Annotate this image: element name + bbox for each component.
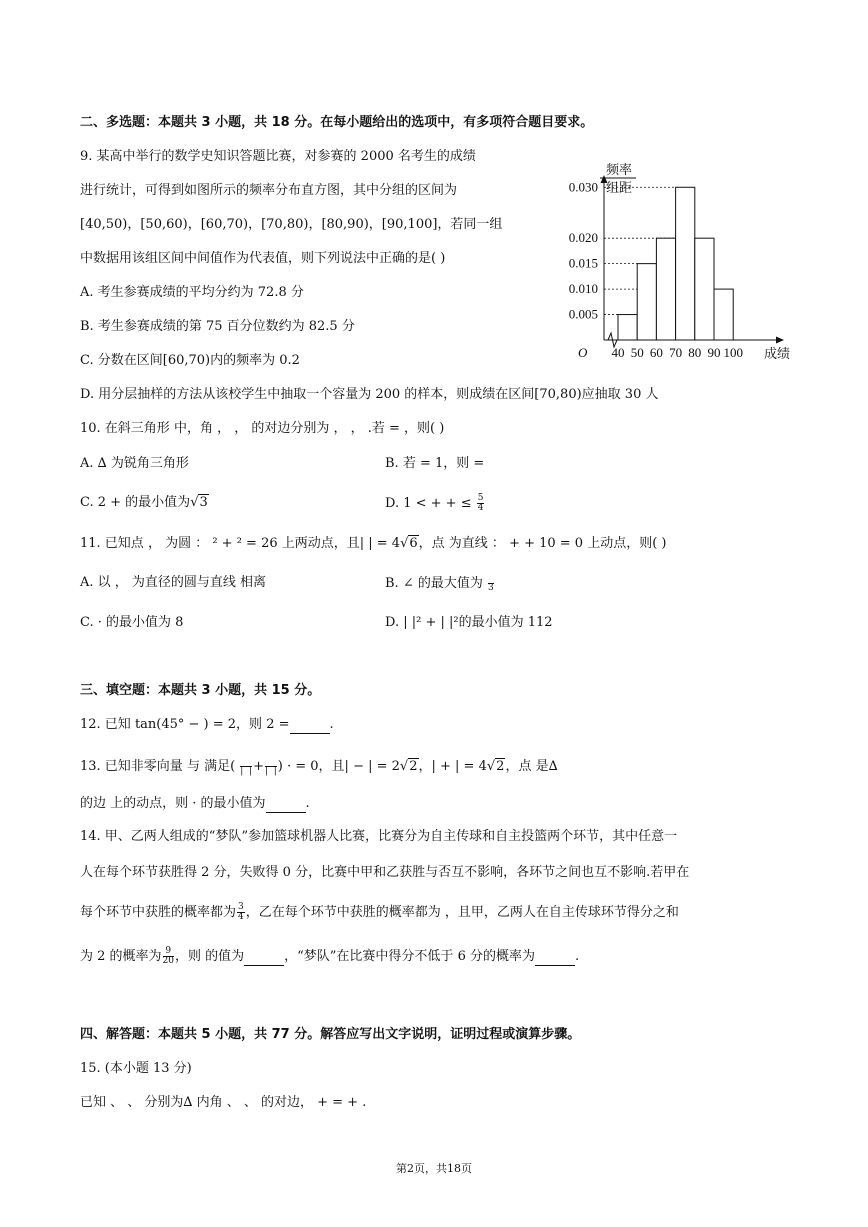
q15-text: 已知 、 、 分别为∆ 内角 、 、 的对边， + = + . bbox=[80, 1095, 367, 1110]
q10-option-c-text: C. 2 + 的最小值为 bbox=[80, 495, 191, 510]
x-tick-label: 40 bbox=[611, 345, 625, 360]
q12-stem: 12. 已知 tan(45° − ) = 2，则 2 = bbox=[80, 717, 290, 732]
q11-radicand: 6 bbox=[409, 536, 418, 551]
q14-fraction-9-20: $\frac{9}{20}$ bbox=[162, 946, 174, 966]
q9-option-b: B. 考生参赛成绩的第 75 百分位数约为 82.5 分 bbox=[80, 319, 355, 334]
q10-option-c-radicand: 3 bbox=[199, 495, 208, 510]
q11-option-b bbox=[385, 574, 495, 593]
y-tick-label: 0.015 bbox=[568, 255, 598, 271]
q10-option-a: A. ∆ 为锐角三角形 bbox=[80, 456, 189, 471]
q9-line-3: [40,50)，[50,60)，[60,70)，[70,80)，[80,90)，[90,100]，若同一组 bbox=[80, 217, 503, 232]
q11-stem-tail: ，点 为直线 ： + + 10 = 0 上动点，则( ) bbox=[418, 536, 667, 551]
q9-option-c: C. 分数在区间[60,70)内的频率为 0.2 bbox=[80, 353, 300, 368]
x-tick-label: 80 bbox=[688, 345, 702, 360]
q11-option-c: C. · 的最小值为 8 bbox=[80, 615, 184, 630]
x-axis-label: 成绩 bbox=[764, 346, 791, 361]
y-axis-label-numerator: 频率 bbox=[606, 162, 633, 177]
q14-line-1: 14. 甲、乙两人组成的“梦队”参加篮球机器人比赛，比赛分为自主传球和自主投篮两个环节，其中任意一 bbox=[80, 829, 678, 844]
q10-option-b: B. 若 = 1，则 = bbox=[385, 456, 485, 471]
histogram-bar-[90,100] bbox=[714, 289, 733, 340]
q12-answer-blank[interactable] bbox=[290, 719, 330, 734]
q15-title: 15. (本小题 13 分) bbox=[80, 1061, 192, 1076]
q14-line-2: 人在每个环节获胜得 2 分，失败得 0 分，比赛中甲和乙获胜与否互不影响，各环节之间也互不影响.若甲在 bbox=[80, 865, 690, 880]
x-axis-arrow bbox=[776, 337, 784, 344]
histogram-bar-[70,80) bbox=[676, 187, 695, 340]
q10-option-d-fraction: $\frac{5}{4}$ bbox=[477, 493, 484, 513]
histogram-bar-[80,90) bbox=[695, 238, 714, 340]
q13-fraction-1: | | bbox=[240, 757, 252, 776]
q11-stem: 11. 已知点 ， 为圆 ： ² + ² = 26 上两动点，且| | = 4√6，点 为直线 ： + + 10 = 0 上动点，则( ) bbox=[80, 536, 667, 551]
q13-fraction-2: | | bbox=[265, 757, 277, 776]
q11-option-d: D. | |² + | |²的最小值为 112 bbox=[385, 615, 553, 630]
q11-option-b-text: B. ∠ 的最大值为 bbox=[385, 576, 483, 591]
x-tick-label: 100 bbox=[723, 345, 743, 360]
y-tick-label: 0.030 bbox=[568, 179, 598, 195]
q9-line-2: 进行统计，可得到如图所示的频率分布直方图，其中分组的区间为 bbox=[80, 183, 458, 198]
histogram-bar-[50,60) bbox=[637, 264, 656, 340]
q14-answer-blank-2[interactable] bbox=[535, 951, 575, 966]
q11-option-a: A. 以 ， 为直径的圆与直线 相离 bbox=[80, 575, 267, 590]
q9-option-d: D. 用分层抽样的方法从该校学生中抽取一个容量为 200 的样本，则成绩在区间[70,80)应抽取 30 人 bbox=[80, 387, 659, 402]
q10-stem: 10. 在斜三角形 中，角 ， ， 的对边分别为 ， ， .若 = ，则( ) bbox=[80, 421, 445, 436]
page-footer: 第2页，共18页 bbox=[396, 1162, 472, 1175]
origin-label: O bbox=[578, 345, 588, 360]
q9-option-a: A. 考生参赛成绩的平均分约为 72.8 分 bbox=[80, 285, 304, 300]
q9-line-4: 中数据用该组区间中间值作为代表值，则下列说法中正确的是( ) bbox=[80, 251, 446, 266]
q11-option-b-fraction: 3 bbox=[488, 574, 494, 593]
x-tick-label: 70 bbox=[669, 345, 683, 360]
q14-line-3: 每个环节中获胜的概率都为 $\frac{3}{4}$ ，乙在每个环节中获胜的概率都为 ，且甲，乙两人在自主传球环节得分之和 bbox=[80, 902, 679, 922]
histogram-bar-[40,50) bbox=[618, 315, 637, 340]
q13-answer-blank[interactable] bbox=[266, 798, 306, 813]
x-tick-label: 50 bbox=[630, 345, 644, 360]
q14-line-4: 为 2 的概率为 $\frac{9}{20}$ ，则 的值为 ，“梦队”在比赛中得分不低于 6 分的概率为 . bbox=[80, 946, 580, 966]
section-2-heading: 二、多选题：本题共 3 小题，共 18 分。在每小题给出的选项中，有多项符合题目要求。 bbox=[80, 115, 594, 130]
y-axis-label-denominator: 组距 bbox=[606, 180, 633, 195]
q14-fraction-3-4: $\frac{3}{4}$ bbox=[238, 902, 244, 922]
q11-stem-text: 11. 已知点 ， 为圆 ： ² + ² = 26 上两动点，且| | = 4 bbox=[80, 536, 401, 551]
q10-option-d-text: D. 1 < + + ≤ bbox=[385, 496, 472, 511]
y-tick-label: 0.010 bbox=[568, 281, 598, 297]
q10-option-c: C. 2 + 的最小值为√3 bbox=[80, 495, 208, 510]
section-4-heading: 四、解答题：本题共 5 小题，共 77 分。解答应写出文字说明，证明过程或演算步骤。 bbox=[80, 1027, 581, 1042]
x-tick-label: 90 bbox=[707, 345, 721, 360]
x-tick-label: 60 bbox=[649, 345, 663, 360]
y-tick-label: 0.020 bbox=[568, 230, 598, 246]
histogram-bar-[60,70) bbox=[656, 238, 675, 340]
frequency-histogram bbox=[548, 152, 808, 367]
q12-text: 12. 已知 tan(45° − ) = 2，则 2 = . bbox=[80, 717, 334, 732]
q13-line-1: 13. 已知非零向量 与 满足( | | + | | ) · = 0，且| − | = 2√2，| + | = 4√2，点 是∆ bbox=[80, 759, 558, 776]
section-3-heading: 三、填空题：本题共 3 小题，共 15 分。 bbox=[80, 683, 321, 698]
q9-line-1: 9. 某高中举行的数学史知识答题比赛，对参赛的 2000 名考生的成绩 bbox=[80, 149, 476, 164]
q14-answer-blank-1[interactable] bbox=[244, 951, 284, 966]
q10-option-d bbox=[385, 494, 485, 513]
q13-stem: 13. 已知非零向量 与 满足( bbox=[80, 759, 236, 774]
q13-line-2: 的边 上的动点，则 · 的最小值为 . bbox=[80, 796, 310, 811]
y-tick-label: 0.005 bbox=[568, 306, 598, 322]
